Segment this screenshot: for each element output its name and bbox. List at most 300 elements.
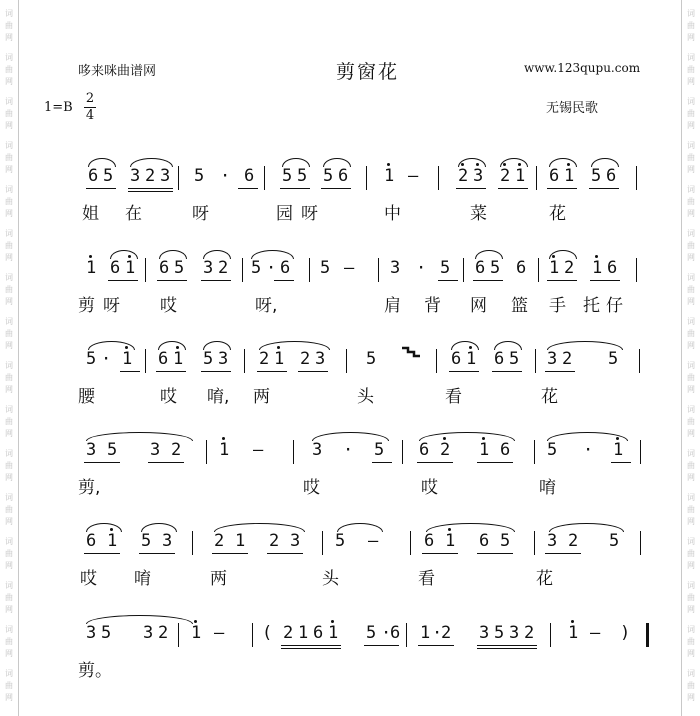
bar-line: [436, 349, 437, 373]
watermark-char: 曲: [5, 505, 13, 514]
lyric: 剪。: [78, 661, 112, 681]
beam: [590, 280, 620, 281]
bar-line: [178, 623, 179, 647]
note: 1: [592, 258, 603, 278]
note: 3: [150, 440, 161, 460]
beam: [449, 371, 479, 372]
note: —: [214, 623, 225, 643]
watermark-char: 词: [5, 53, 13, 62]
bar-line: [636, 258, 637, 282]
lyric: 园: [276, 204, 293, 224]
lyric: 呀,: [255, 296, 278, 316]
beam: [372, 462, 392, 463]
score-row-4: [0, 440, 700, 510]
watermark-char: 词: [5, 229, 13, 238]
lyric: 唷: [539, 478, 556, 498]
watermark-char: 曲: [687, 373, 695, 382]
lyric: 腰: [78, 387, 95, 407]
watermark-char: 网: [687, 209, 695, 218]
lyric: 唷,: [207, 387, 230, 407]
watermark-char: 曲: [5, 109, 13, 118]
note: 6: [244, 166, 255, 186]
watermark-char: 网: [687, 693, 695, 702]
bar-line: [410, 531, 411, 555]
note: 5: [323, 166, 334, 186]
beam: [86, 188, 116, 189]
note: 6: [88, 166, 99, 186]
note: —: [368, 531, 379, 551]
score-row-2: [0, 258, 700, 328]
note: 3: [130, 166, 141, 186]
octave-dot: [331, 620, 334, 623]
note: —: [590, 623, 601, 643]
note: 6: [159, 258, 170, 278]
watermark-char: 曲: [687, 549, 695, 558]
beam: [417, 462, 453, 463]
note: 5: [500, 531, 511, 551]
watermark-char: 词: [5, 185, 13, 194]
watermark-char: 网: [687, 121, 695, 130]
octave-dot: [552, 255, 555, 258]
watermark-char: 词: [5, 449, 13, 458]
note: 5: [203, 349, 214, 369]
note: 6: [110, 258, 121, 278]
note: 5: [440, 258, 451, 278]
bar-line: [636, 166, 637, 190]
watermark-char: 词: [687, 317, 695, 326]
note: 5: [101, 623, 112, 643]
bar-line: [550, 623, 551, 647]
beam: [281, 645, 341, 646]
bar-line: [346, 349, 347, 373]
watermark-char: 词: [687, 229, 695, 238]
time-signature: [84, 92, 96, 123]
lyric: 花: [541, 387, 558, 407]
lyric: 花: [549, 204, 566, 224]
lyric: 呀: [192, 204, 209, 224]
watermark-char: 曲: [5, 593, 13, 602]
note: 6: [479, 531, 490, 551]
time-signature-top: 2: [85, 91, 95, 106]
note: 6: [390, 623, 401, 643]
watermark-char: 网: [5, 473, 13, 482]
note: 5: [320, 258, 331, 278]
watermark-char: 词: [5, 141, 13, 150]
bar-line: [534, 531, 535, 555]
lyric: 看: [445, 387, 462, 407]
watermark-char: 曲: [5, 373, 13, 382]
bar-line: [534, 440, 535, 464]
note: 1: [466, 349, 477, 369]
lyric: 头: [357, 387, 374, 407]
note: 1: [235, 531, 246, 551]
note: 3: [162, 531, 173, 551]
lyric: 网: [470, 296, 487, 316]
watermark-char: 网: [5, 121, 13, 130]
watermark-char: 词: [5, 625, 13, 634]
beam: [492, 371, 522, 372]
watermark-char: 词: [5, 537, 13, 546]
bar-line: [293, 440, 294, 464]
watermark-char: 曲: [687, 109, 695, 118]
lyric: 哎: [80, 569, 97, 589]
note: 3: [86, 623, 97, 643]
slur: [426, 523, 515, 532]
note: 5: [490, 258, 501, 278]
octave-dot: [125, 346, 128, 349]
site-name: 哆来咪曲谱网: [78, 64, 157, 79]
beam: [281, 648, 341, 649]
note: 5: [141, 531, 152, 551]
slur: [494, 341, 522, 350]
watermark-char: 网: [5, 209, 13, 218]
octave-dot: [503, 163, 506, 166]
lyric: 两: [210, 569, 227, 589]
bar-line: [646, 623, 649, 647]
note: 1: [564, 166, 575, 186]
octave-dot: [110, 528, 113, 531]
beam: [477, 462, 513, 463]
watermark-char: 曲: [5, 153, 13, 162]
octave-dot: [89, 255, 92, 258]
beam: [438, 280, 458, 281]
bar-line: [640, 531, 641, 555]
note: 5: [297, 166, 308, 186]
note: 5: [86, 349, 97, 369]
watermark-char: 曲: [5, 241, 13, 250]
note: 1: [568, 623, 579, 643]
note: 3: [315, 349, 326, 369]
note: 3: [218, 349, 229, 369]
watermark-char: 网: [687, 341, 695, 350]
lyric: 呀: [103, 296, 120, 316]
note: 6: [419, 440, 430, 460]
watermark-char: 网: [687, 605, 695, 614]
slur: [203, 250, 231, 259]
watermark-char: 词: [687, 273, 695, 282]
note: 6: [475, 258, 486, 278]
watermark-char: 曲: [5, 285, 13, 294]
beam: [545, 553, 581, 554]
bar-line: [145, 258, 146, 282]
bar-line: [242, 258, 243, 282]
note: 5: [174, 258, 185, 278]
watermark-char: 曲: [5, 197, 13, 206]
note: 5: [282, 166, 293, 186]
watermark-char: 词: [687, 537, 695, 546]
bar-line: [366, 166, 367, 190]
note: 2: [300, 349, 311, 369]
bar-line: [438, 166, 439, 190]
octave-dot: [448, 528, 451, 531]
slur: [203, 341, 231, 350]
slur: [419, 432, 515, 441]
watermark-char: 网: [687, 429, 695, 438]
note: 3: [312, 440, 323, 460]
beam: [108, 280, 138, 281]
watermark-char: 曲: [687, 461, 695, 470]
score-row-3: [0, 349, 700, 419]
note: 3: [160, 166, 171, 186]
watermark-char: 网: [5, 429, 13, 438]
watermark-char: 网: [5, 517, 13, 526]
watermark-char: 网: [5, 693, 13, 702]
bar-line: [406, 623, 407, 647]
bar-line: [192, 531, 193, 555]
note: 1: [298, 623, 309, 643]
note: 5: [335, 531, 346, 551]
note: 2: [214, 531, 225, 551]
watermark-char: 曲: [5, 65, 13, 74]
beam: [473, 280, 503, 281]
note: 6: [494, 349, 505, 369]
lyric: 手: [549, 296, 566, 316]
note: 2: [440, 440, 451, 460]
watermark-char: 曲: [5, 461, 13, 470]
lyric: 篮: [511, 296, 528, 316]
slur: [312, 432, 389, 441]
slur: [259, 341, 330, 350]
bar-line: [309, 258, 310, 282]
octave-dot: [469, 346, 472, 349]
note: 5: [591, 166, 602, 186]
bar-line: [145, 349, 146, 373]
watermark-char: 曲: [687, 241, 695, 250]
note: 1: [420, 623, 431, 643]
watermark-char: 曲: [5, 637, 13, 646]
watermark-char: 曲: [687, 65, 695, 74]
note: ): [620, 623, 631, 643]
watermark-char: 网: [687, 33, 695, 42]
beam: [238, 188, 258, 189]
beam: [274, 280, 294, 281]
note: 3: [390, 258, 401, 278]
lyric: 中: [384, 204, 401, 224]
bar-line: [640, 440, 641, 464]
beam: [157, 280, 187, 281]
note: 3: [203, 258, 214, 278]
bar-line: [639, 349, 640, 373]
note: 5: [194, 166, 205, 186]
watermark-char: 词: [687, 185, 695, 194]
beam: [477, 553, 513, 554]
note: 1: [274, 349, 285, 369]
watermark-char: 词: [5, 405, 13, 414]
lyric: 花: [536, 569, 553, 589]
note: 1: [173, 349, 184, 369]
beam: [498, 188, 528, 189]
note: 3: [473, 166, 484, 186]
note: 1: [219, 440, 230, 460]
note: 1: [549, 258, 560, 278]
watermark-char: 词: [687, 141, 695, 150]
note: 5: [251, 258, 262, 278]
slur: [549, 523, 624, 532]
note: 2: [441, 623, 452, 643]
note: 6: [280, 258, 291, 278]
beam: [128, 191, 173, 192]
beam: [84, 553, 120, 554]
watermark-char: 网: [5, 385, 13, 394]
note: 6: [606, 166, 617, 186]
watermark-char: 曲: [5, 329, 13, 338]
note: 1: [125, 258, 136, 278]
watermark-char: 网: [5, 77, 13, 86]
note: ·: [583, 440, 594, 460]
score-row-5: [0, 531, 700, 601]
watermark-char: 网: [5, 165, 13, 174]
note: 3: [547, 531, 558, 551]
note: 1: [328, 623, 339, 643]
slur: [451, 341, 479, 350]
note: 2: [218, 258, 229, 278]
beam: [120, 371, 140, 372]
watermark-char: 词: [5, 9, 13, 18]
song-origin: 无锡民歌: [546, 101, 599, 116]
lyric: 唷: [134, 569, 151, 589]
note: 2: [158, 623, 169, 643]
note: 3: [479, 623, 490, 643]
watermark-char: 词: [5, 361, 13, 370]
watermark-char: 词: [5, 97, 13, 106]
octave-dot: [476, 163, 479, 166]
octave-dot: [194, 620, 197, 623]
watermark-char: 曲: [687, 681, 695, 690]
beam: [456, 188, 486, 189]
watermark-char: 曲: [5, 417, 13, 426]
note: 6: [313, 623, 324, 643]
watermark-char: 曲: [687, 505, 695, 514]
slur: [547, 341, 623, 350]
note: 2: [283, 623, 294, 643]
watermark-char: 词: [5, 581, 13, 590]
watermark-char: 词: [5, 669, 13, 678]
note: ·: [220, 166, 231, 186]
beam: [148, 462, 184, 463]
bar-line: [244, 349, 245, 373]
beam: [139, 553, 175, 554]
note: 1: [191, 623, 202, 643]
note: 5: [608, 349, 619, 369]
beam: [298, 371, 328, 372]
lyric: 哎: [160, 387, 177, 407]
note: 5: [366, 349, 377, 369]
key-signature: 1=B: [44, 100, 73, 115]
note: 2: [458, 166, 469, 186]
note: —: [408, 166, 419, 186]
watermark-char: 词: [687, 53, 695, 62]
slur: [88, 158, 116, 167]
watermark-char: 词: [5, 273, 13, 282]
beam: [547, 280, 577, 281]
note: 5: [374, 440, 385, 460]
beam: [477, 645, 537, 646]
score-row-6: [0, 623, 700, 693]
octave-dot: [387, 163, 390, 166]
watermark-char: 网: [687, 385, 695, 394]
watermark-char: 网: [5, 341, 13, 350]
octave-dot: [128, 255, 131, 258]
note: 2: [568, 531, 579, 551]
note: ·: [381, 623, 392, 643]
octave-dot: [461, 163, 464, 166]
beam: [257, 371, 287, 372]
beam: [477, 648, 537, 649]
octave-dot: [443, 437, 446, 440]
watermark-char: 曲: [687, 197, 695, 206]
lyric: 哎: [303, 478, 320, 498]
watermark-char: 曲: [687, 593, 695, 602]
lyric: 剪,: [78, 478, 101, 498]
note: 2: [259, 349, 270, 369]
beam: [128, 188, 173, 189]
beam: [611, 462, 631, 463]
ornament-icon: [400, 345, 422, 359]
watermark-char: 曲: [687, 417, 695, 426]
watermark-char: 词: [687, 405, 695, 414]
site-url: www.123qupu.com: [524, 61, 641, 75]
watermark-char: 曲: [5, 681, 13, 690]
watermark-char: 网: [687, 473, 695, 482]
octave-dot: [222, 437, 225, 440]
note: 1: [107, 531, 118, 551]
note: 3: [290, 531, 301, 551]
watermark-char: 网: [687, 561, 695, 570]
slur: [86, 523, 122, 532]
beam: [364, 645, 399, 646]
slur: [475, 250, 503, 259]
lyric: 剪: [78, 296, 95, 316]
beam: [201, 371, 231, 372]
watermark-char: 网: [687, 165, 695, 174]
slur: [110, 250, 138, 259]
watermark-char: 曲: [5, 549, 13, 558]
slur: [549, 158, 577, 167]
note: 5: [103, 166, 114, 186]
slur: [214, 523, 305, 532]
note: ·: [416, 258, 427, 278]
slur: [141, 523, 177, 532]
beam: [547, 188, 577, 189]
slur: [86, 615, 193, 624]
watermark-char: 词: [687, 97, 695, 106]
note: 1: [445, 531, 456, 551]
note: 2: [500, 166, 511, 186]
slur: [323, 158, 351, 167]
watermark-char: 曲: [687, 285, 695, 294]
watermark-char: 网: [5, 33, 13, 42]
beam: [267, 553, 303, 554]
note: 2: [524, 623, 535, 643]
beam: [545, 371, 575, 372]
page-title: 剪窗花: [336, 61, 400, 83]
lyric: 姐: [82, 204, 99, 224]
beam: [84, 462, 120, 463]
octave-dot: [595, 255, 598, 258]
lyric: 两: [253, 387, 270, 407]
beam: [280, 188, 310, 189]
beam: [321, 188, 351, 189]
bar-line: [535, 349, 536, 373]
note: —: [253, 440, 264, 460]
note: 1: [86, 258, 97, 278]
note: (: [262, 623, 273, 643]
note: 5: [547, 440, 558, 460]
watermark-char: 词: [687, 493, 695, 502]
note: 1: [515, 166, 526, 186]
octave-dot: [518, 163, 521, 166]
lyric: 哎: [421, 478, 438, 498]
